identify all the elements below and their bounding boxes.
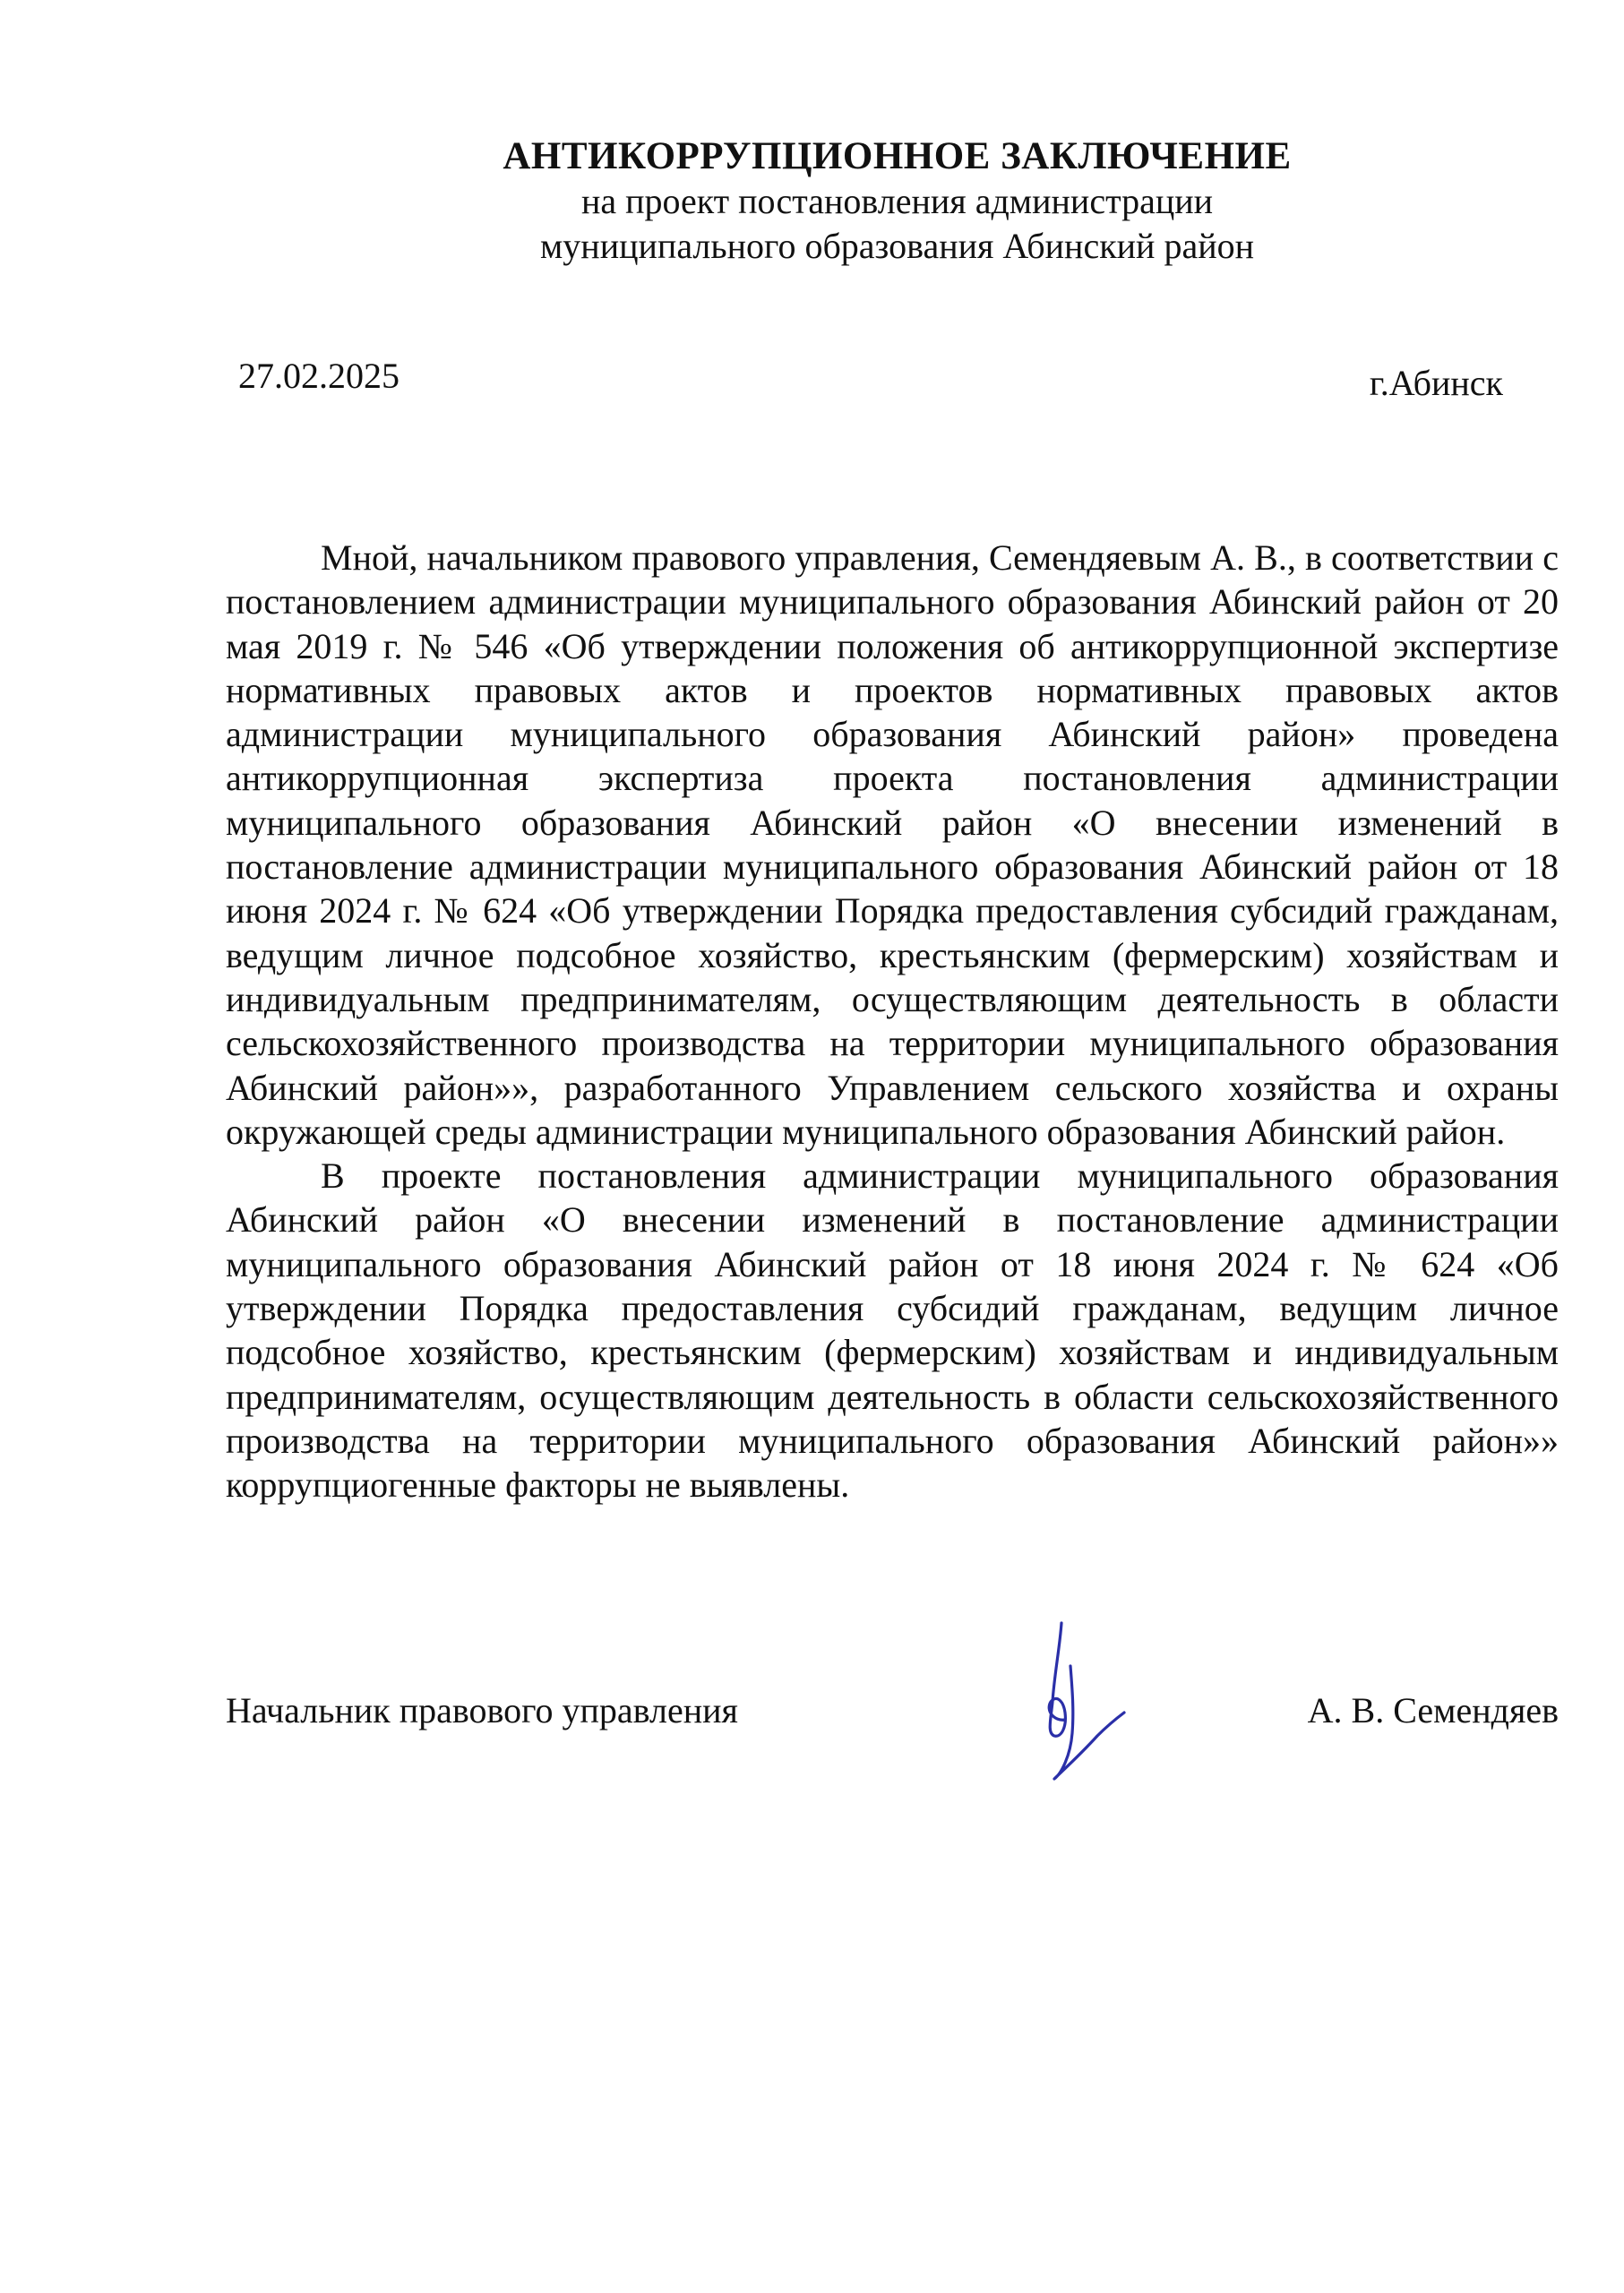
document-subtitle-line-1: на проект постановления администрации — [580, 181, 1214, 221]
signer-position: Начальник правового управления — [226, 1690, 738, 1730]
document-subtitle-line-2: муниципального образования Абинский район — [539, 226, 1255, 266]
document-title: АНТИКОРРУПЦИОННОЕ ЗАКЛЮЧЕНИЕ — [503, 135, 1292, 177]
document-date: 27.02.2025 — [238, 356, 400, 396]
document-header — [0, 134, 1624, 269]
signer-name: А. В. Семендяев — [1307, 1690, 1559, 1730]
document-body — [226, 536, 1559, 1507]
handwritten-signature — [1035, 1612, 1133, 1782]
body-paragraph-1: Мной, начальником правового управления, Семендяевым А. В., в соответствии с постановлением администрации муниципального образования Абинский район от 20 мая 2019 г. № 546 «Об утверждении положения об антикоррупционной экспертизе нормативных правовых актов и проектов нормативных правовых актов администрации муниципального образования Абинский район» проведена антикоррупционная экспертиза проекта постановления администрации муниципального образования Абинский район «О внесении изменений в постановление администрации муниципального образования Абинский район от 18 июня 2024 г. № 624 «Об утверждении Порядка предоставления субсидий гражданам, ведущим личное подсобное хозяйство, крестьянским (фермерским) хозяйствам и индивидуальным предпринимателям, осуществляющим деятельность в области сельскохозяйственного производства на территории муниципального образования Абинский район»», разработанного Управлением сельского хозяйства и охраны окружающей среды администрации муниципального образования Абинский район. — [226, 537, 1559, 1152]
document-city: г.Абинск — [1369, 363, 1503, 403]
body-paragraph-2: В проекте постановления администрации муниципального образования Абинский район «О внесении изменений в постановление администрации муниципального образования Абинский район от 18 июня 2024 г. № 624 «Об утверждении Порядка предоставления субсидий гражданам, ведущим личное подсобное хозяйство, крестьянским (фермерским) хозяйствам и индивидуальным предпринимателям, осуществляющим деятельность в области сельскохозяйственного производства на территории муниципального образования Абинский район»» коррупциогенные факторы не выявлены. — [226, 1155, 1559, 1506]
